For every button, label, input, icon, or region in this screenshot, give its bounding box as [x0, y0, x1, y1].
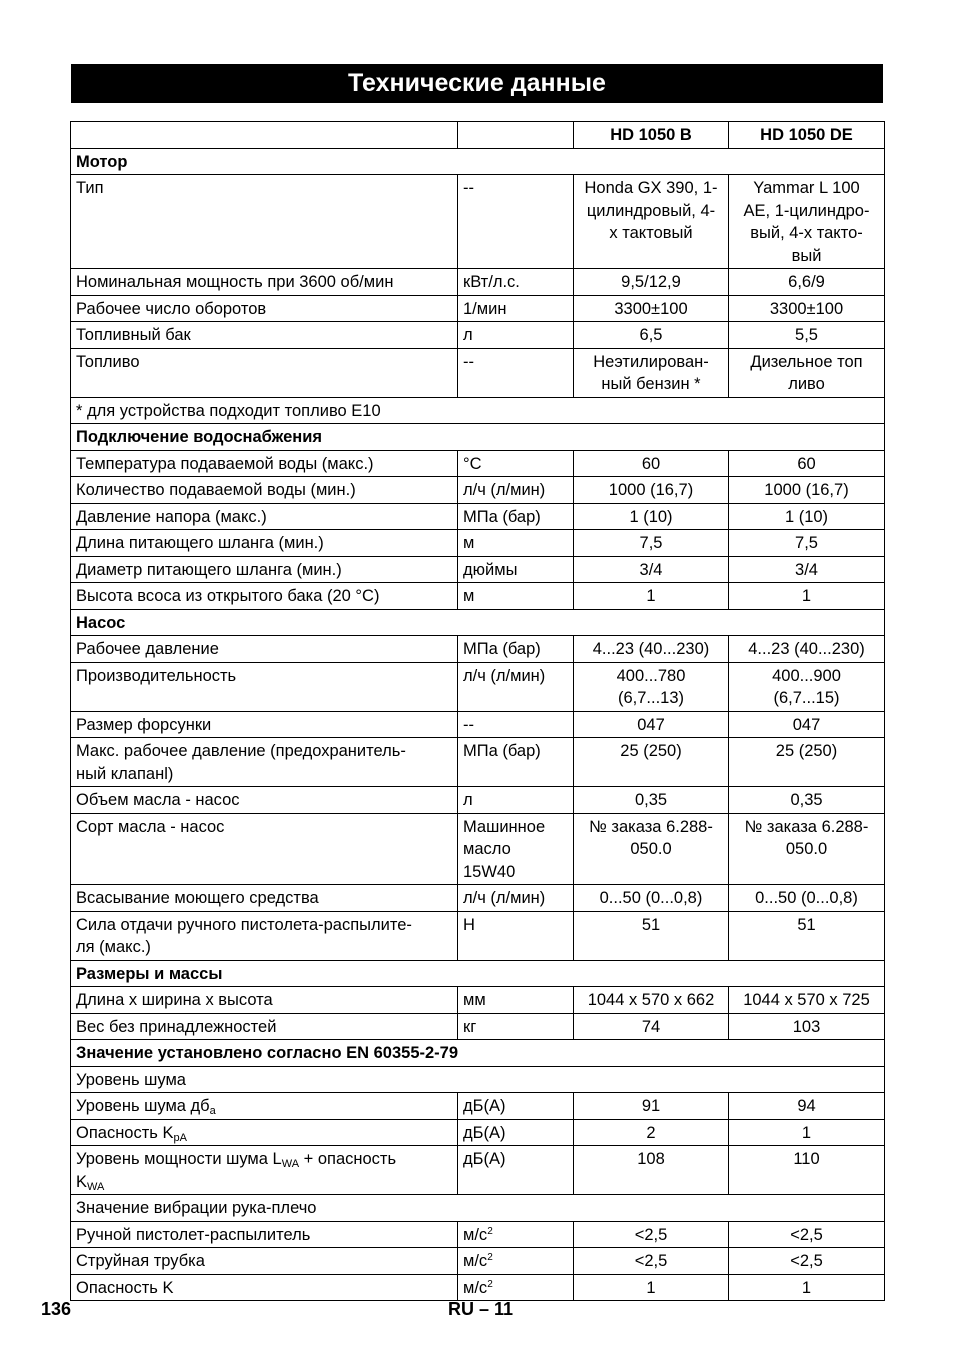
unit-text: м: [463, 587, 475, 605]
note-row: [71, 397, 885, 424]
unit-text: кВт/л.с.: [463, 273, 520, 291]
unit-text: м/с: [463, 1252, 488, 1270]
section-title: Подключение водоснабжения: [71, 424, 885, 451]
parameter-label: [71, 530, 458, 557]
parameter-label: [71, 987, 458, 1014]
header-unit-cell: [458, 122, 574, 149]
value-hd1050de: 4...23 (40...230): [729, 636, 885, 663]
unit-cell: [458, 348, 574, 397]
parameter-label: [71, 503, 458, 530]
parameter-label: [71, 1221, 458, 1248]
table-row: [71, 295, 885, 322]
note-text: * для устройства подходит топливо E10: [71, 397, 885, 424]
parameter-label: [71, 322, 458, 349]
parameter-label-text: Всасывание моющего средства: [76, 889, 319, 907]
value-hd1050b: 1 (10): [574, 503, 729, 530]
table-row: [71, 1146, 885, 1195]
unit-cell: [458, 911, 574, 960]
parameter-label: [71, 787, 458, 814]
unit-text: дБ(A): [463, 1150, 506, 1168]
parameter-label-text: Тип: [76, 179, 104, 197]
unit-text: л/ч (л/мин): [463, 481, 546, 499]
section-marker: RU – 11: [448, 1299, 514, 1319]
parameter-label: [71, 738, 458, 787]
parameter-label-subscript: a: [209, 1105, 216, 1117]
parameter-label-text: Топливный бак: [76, 326, 191, 344]
section-row: [71, 609, 885, 636]
parameter-label-text: Длина питающего шланга (мин.): [76, 534, 324, 552]
value-hd1050de: 5,5: [729, 322, 885, 349]
header-model-b: HD 1050 B: [574, 122, 729, 149]
parameter-label-text: Опасность K: [76, 1123, 174, 1142]
value-hd1050de: 1: [729, 1119, 885, 1146]
unit-text: дБ(A): [463, 1123, 506, 1142]
unit-superscript: 2: [487, 1225, 493, 1237]
unit-text: л: [463, 326, 473, 344]
value-hd1050b: 51: [574, 911, 729, 960]
table-row: [71, 477, 885, 504]
parameter-label: [71, 269, 458, 296]
parameter-label-subscript: WA: [87, 1180, 105, 1193]
unit-text: м: [463, 534, 475, 552]
value-hd1050de: 3/4: [729, 556, 885, 583]
value-hd1050de: 1: [729, 583, 885, 610]
section-title: Мотор: [71, 148, 885, 175]
unit-cell: [458, 813, 574, 885]
value-hd1050de: 3300±100: [729, 295, 885, 322]
table-row: [71, 1248, 885, 1275]
value-hd1050b: Неэтилирован- ный бензин *: [574, 348, 729, 397]
parameter-label-text: Ручной пистолет-распылитель: [76, 1225, 311, 1244]
value-hd1050de: 400...900 (6,7...15): [729, 662, 885, 711]
unit-text: МПа (бар): [463, 507, 541, 526]
parameter-label: [71, 636, 458, 663]
table-row: [71, 269, 885, 296]
unit-cell: [458, 1013, 574, 1040]
unit-cell: [458, 269, 574, 296]
parameter-label-text: Сорт масла - насос: [76, 817, 225, 836]
value-hd1050de: 7,5: [729, 530, 885, 557]
parameter-label-text: Диаметр питающего шланга (мин.): [76, 560, 342, 579]
parameter-label: [71, 1093, 458, 1120]
unit-cell: [458, 738, 574, 787]
unit-cell: [458, 787, 574, 814]
table-row: [71, 348, 885, 397]
parameter-label: [71, 911, 458, 960]
value-hd1050de: 94: [729, 1093, 885, 1120]
parameter-label-text: Номинальная мощность при 3600 об/мин: [76, 273, 394, 291]
table-row: [71, 738, 885, 787]
value-hd1050de: 51: [729, 911, 885, 960]
parameter-label: [71, 813, 458, 885]
value-hd1050b: 7,5: [574, 530, 729, 557]
section-row: [71, 960, 885, 987]
table-row: [71, 987, 885, 1014]
unit-text: л/ч (л/мин): [463, 666, 546, 685]
value-hd1050b: 1: [574, 583, 729, 610]
note-text: Значение вибрации рука-плечо: [71, 1195, 885, 1222]
section-row: [71, 1040, 885, 1067]
header-model-de: HD 1050 DE: [729, 122, 885, 149]
value-hd1050b: 400...780 (6,7...13): [574, 662, 729, 711]
table-row: [71, 1274, 885, 1301]
value-hd1050de: 6,6/9: [729, 269, 885, 296]
table-row: [71, 175, 885, 269]
unit-cell: [458, 1274, 574, 1301]
unit-text: мм: [463, 991, 486, 1009]
unit-cell: [458, 503, 574, 530]
table-row: [71, 911, 885, 960]
parameter-label-text: Количество подаваемой воды (мин.): [76, 481, 356, 499]
parameter-label-continuation: + опасность K: [76, 1150, 397, 1191]
unit-cell: [458, 1093, 574, 1120]
unit-cell: [458, 1146, 574, 1195]
unit-cell: [458, 1221, 574, 1248]
parameter-label-text: Рабочее давление: [76, 640, 219, 658]
unit-text: м/с: [463, 1278, 488, 1297]
technical-data-table: [70, 121, 885, 1301]
value-hd1050b: 4...23 (40...230): [574, 636, 729, 663]
parameter-label-text: Размер форсунки: [76, 715, 212, 734]
unit-text: МПа (бар): [463, 640, 541, 658]
parameter-label: [71, 175, 458, 269]
unit-cell: [458, 530, 574, 557]
parameter-label-text: Уровень мощности шума L: [76, 1150, 282, 1168]
section-title: Значение установлено согласно EN 60355-2-79: [71, 1040, 885, 1067]
table-row: [71, 1013, 885, 1040]
parameter-label-text: Топливо: [76, 352, 140, 371]
unit-text: дюймы: [463, 560, 518, 579]
parameter-label-text: Объем масла - насос: [76, 791, 240, 809]
unit-text: Машинное масло 15W40: [463, 817, 546, 881]
parameter-label: [71, 450, 458, 477]
parameter-label-text: Сила отдачи ручного пистолета-распылите- ля (макс.): [76, 915, 412, 956]
unit-text: дБ(A): [463, 1097, 506, 1115]
value-hd1050de: <2,5: [729, 1248, 885, 1275]
table-row: [71, 503, 885, 530]
page-title: Технические данные: [71, 64, 883, 103]
unit-cell: [458, 987, 574, 1014]
value-hd1050de: 60: [729, 450, 885, 477]
table-row: [71, 450, 885, 477]
value-hd1050b: 0,35: [574, 787, 729, 814]
table-header-row: [71, 122, 885, 149]
value-hd1050b: 1000 (16,7): [574, 477, 729, 504]
unit-cell: [458, 556, 574, 583]
table-row: [71, 1093, 885, 1120]
value-hd1050de: 103: [729, 1013, 885, 1040]
value-hd1050b: <2,5: [574, 1221, 729, 1248]
unit-cell: [458, 295, 574, 322]
value-hd1050de: 1: [729, 1274, 885, 1301]
unit-cell: [458, 636, 574, 663]
unit-cell: [458, 662, 574, 711]
section-title: Насос: [71, 609, 885, 636]
value-hd1050b: 3300±100: [574, 295, 729, 322]
parameter-label-text: Производительность: [76, 666, 237, 685]
parameter-label-text: Макс. рабочее давление (предохранитель- ный клапанl): [76, 742, 406, 783]
unit-text: --: [463, 352, 474, 371]
unit-cell: [458, 583, 574, 610]
parameter-label: [71, 477, 458, 504]
unit-text: Н: [463, 915, 475, 934]
unit-cell: [458, 322, 574, 349]
value-hd1050de: Yammar L 100 AE, 1-цилиндро- вый, 4-х такто- вый: [729, 175, 885, 269]
section-row: [71, 148, 885, 175]
parameter-label: [71, 556, 458, 583]
unit-text: кг: [463, 1017, 477, 1036]
value-hd1050b: 25 (250): [574, 738, 729, 787]
value-hd1050b: 91: [574, 1093, 729, 1120]
unit-text: м/с: [463, 1225, 488, 1244]
parameter-label-text: Струйная трубка: [76, 1252, 205, 1270]
value-hd1050b: 3/4: [574, 556, 729, 583]
parameter-label-subscript: WA: [281, 1158, 300, 1170]
value-hd1050b: 2: [574, 1119, 729, 1146]
unit-cell: [458, 477, 574, 504]
parameter-label: [71, 1119, 458, 1146]
value-hd1050b: <2,5: [574, 1248, 729, 1275]
unit-superscript: 2: [487, 1278, 493, 1290]
parameter-label-text: Опасность K: [76, 1278, 174, 1297]
table-row: [71, 636, 885, 663]
table-row: [71, 530, 885, 557]
value-hd1050de: 25 (250): [729, 738, 885, 787]
value-hd1050de: 0...50 (0...0,8): [729, 885, 885, 912]
parameter-label: [71, 662, 458, 711]
unit-text: л/ч (л/мин): [463, 889, 546, 907]
note-row: [71, 1066, 885, 1093]
unit-text: °C: [463, 454, 482, 473]
parameter-label: [71, 583, 458, 610]
value-hd1050b: № заказа 6.288- 050.0: [574, 813, 729, 885]
value-hd1050b: 6,5: [574, 322, 729, 349]
parameter-label-text: Вес без принадлежностей: [76, 1017, 277, 1036]
table-row: [71, 787, 885, 814]
table-row: [71, 1221, 885, 1248]
unit-cell: [458, 1248, 574, 1275]
table-row: [71, 813, 885, 885]
value-hd1050b: Honda GX 390, 1- цилиндровый, 4- х тактовый: [574, 175, 729, 269]
value-hd1050b: 9,5/12,9: [574, 269, 729, 296]
parameter-label: [71, 1274, 458, 1301]
unit-cell: [458, 711, 574, 738]
unit-text: 1/мин: [463, 299, 507, 318]
parameter-label: [71, 1146, 458, 1195]
parameter-label: [71, 348, 458, 397]
unit-cell: [458, 450, 574, 477]
value-hd1050de: 1 (10): [729, 503, 885, 530]
parameter-label-text: Высота всоса из открытого бака (20 °C): [76, 587, 380, 605]
parameter-label: [71, 1248, 458, 1275]
parameter-label-text: Длина х ширина х высота: [76, 991, 273, 1009]
note-text: Уровень шума: [71, 1066, 885, 1093]
parameter-label: [71, 1013, 458, 1040]
table-row: [71, 711, 885, 738]
value-hd1050de: Дизельное топ ливо: [729, 348, 885, 397]
parameter-label-text: Уровень шума дб: [76, 1097, 210, 1115]
value-hd1050b: 1044 x 570 x 662: [574, 987, 729, 1014]
unit-superscript: 2: [487, 1252, 493, 1263]
table-row: [71, 1119, 885, 1146]
value-hd1050b: 1: [574, 1274, 729, 1301]
value-hd1050de: № заказа 6.288- 050.0: [729, 813, 885, 885]
section-row: [71, 424, 885, 451]
table-row: [71, 662, 885, 711]
unit-cell: [458, 1119, 574, 1146]
value-hd1050de: 047: [729, 711, 885, 738]
parameter-label-subscript: pA: [173, 1131, 187, 1144]
parameter-label-text: Температура подаваемой воды (макс.): [76, 454, 374, 473]
value-hd1050b: 108: [574, 1146, 729, 1195]
unit-text: --: [463, 715, 474, 734]
unit-text: --: [463, 179, 474, 197]
table-row: [71, 885, 885, 912]
table-row: [71, 556, 885, 583]
value-hd1050de: 0,35: [729, 787, 885, 814]
table-row: [71, 583, 885, 610]
parameter-label: [71, 295, 458, 322]
page-number: 136: [41, 1299, 72, 1319]
value-hd1050de: 110: [729, 1146, 885, 1195]
value-hd1050de: 1044 x 570 x 725: [729, 987, 885, 1014]
value-hd1050b: 0...50 (0...0,8): [574, 885, 729, 912]
value-hd1050de: <2,5: [729, 1221, 885, 1248]
value-hd1050de: 1000 (16,7): [729, 477, 885, 504]
table-body: [71, 148, 885, 1301]
header-label-cell: [71, 122, 458, 149]
section-title: Размеры и массы: [71, 960, 885, 987]
value-hd1050b: 60: [574, 450, 729, 477]
unit-text: л: [463, 791, 473, 809]
parameter-label-text: Давление напора (макс.): [76, 507, 267, 526]
table-row: [71, 322, 885, 349]
unit-cell: [458, 175, 574, 269]
unit-text: МПа (бар): [463, 742, 541, 760]
parameter-label: [71, 711, 458, 738]
parameter-label: [71, 885, 458, 912]
value-hd1050b: 047: [574, 711, 729, 738]
note-row: [71, 1195, 885, 1222]
unit-cell: [458, 885, 574, 912]
parameter-label-text: Рабочее число оборотов: [76, 299, 267, 318]
value-hd1050b: 74: [574, 1013, 729, 1040]
